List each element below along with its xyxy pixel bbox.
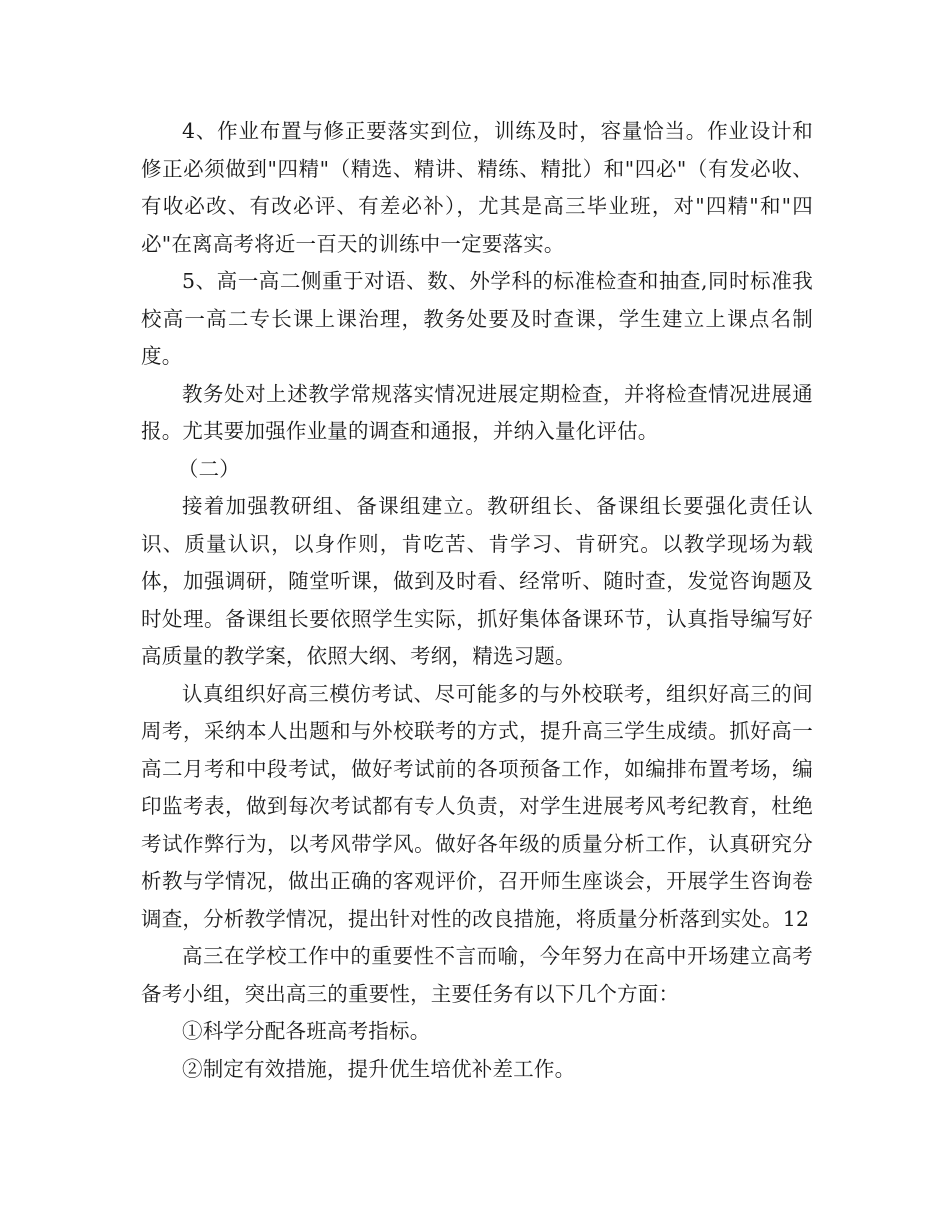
paragraph-exam-organization: 认真组织好高三模仿考试、尽可能多的与外校联考，组织好高三的间周考，采纳本人出题和与外校联考的方式，提升高三学生成绩。抓好高一高二月考和中段考试，做好考试前的各项预备工作，如编排布置考场，编印监考表，做到每次考试都有专人负责，对学生进展考风考纪教育，杜绝考试作弊行为，以考风带学风。做好各年级的质量分析工作，认真研究分析教与学情况，做出正确的客观评价，召开师生座谈会，开展学生咨询卷调查，分析教学情况，提出针对性的改良措施，将质量分析落到实处。12 (141, 681, 813, 931)
paragraph-teaching-research-groups: 接着加强教研组、备课组建立。教研组长、备课组长要强化责任认识、质量认识，以身作则，肯吃苦、肯学习、肯研究。以教学现场为载体，加强调研，随堂听课，做到及时看、经常听、随时查，发觉咨询题及时处理。备课组长要依照学生实际，抓好集体备课环节，认真指导编写好高质量的教学案，依照大纲、考纲，精选习题。 (141, 494, 813, 668)
paragraph-grade-inspection: 5、高一高二侧重于对语、数、外学科的标准检查和抽查,同时标准我校高一高二专长课上课治理，教务处要及时查课，学生建立上课点名制度。 (141, 269, 813, 368)
list-item-task-two: ②制定有效措施，提升优生培优补差工作。 (182, 1056, 576, 1081)
paragraph-academic-affairs-check: 教务处对上述教学常规落实情况进展定期检查，并将检查情况进展通报。尤其要加强作业量的调查和通报，并纳入量化评估。 (141, 381, 813, 443)
document-body (141, 113, 813, 1088)
paragraph-senior-three-importance: 高三在学校工作中的重要性不言而喻，今年努力在高中开场建立高考备考小组，突出高三的重要性，主要任务有以下几个方面： (141, 944, 813, 1006)
paragraph-homework-assignment: 4、作业布置与修正要落实到位，训练及时，容量恰当。作业设计和修正必须做到"四精"（精选、精讲、精练、精批）和"四必"（有发必收、有收必改、有改必评、有差必补），尤其是高三毕业班，对"四精"和"四必"在离高考将近一百天的训练中一定要落实。 (141, 119, 813, 256)
section-label-two: （二） (177, 456, 240, 481)
list-item-task-one: ①科学分配各班高考指标。 (182, 1019, 431, 1043)
